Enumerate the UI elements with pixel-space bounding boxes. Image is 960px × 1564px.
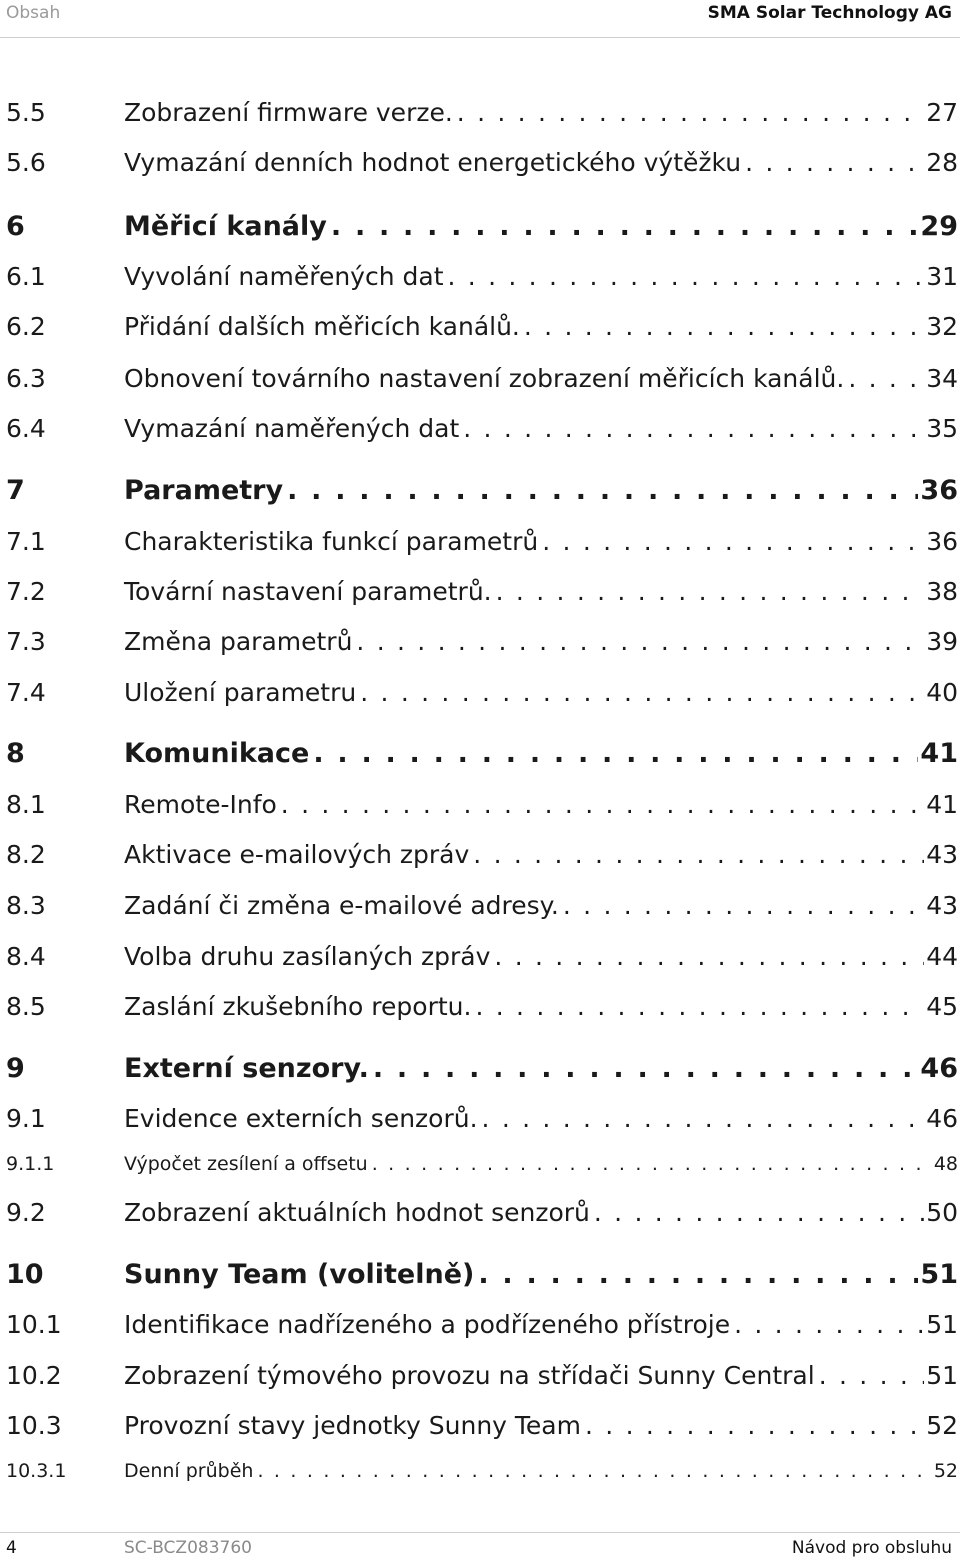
- toc-dot-leader: [819, 1361, 924, 1390]
- toc-entry-page: 48: [933, 1153, 958, 1175]
- toc-dot-leader: [594, 1198, 924, 1227]
- toc-dot-leader: [281, 790, 924, 819]
- toc-entry-number: 10.1: [6, 1310, 62, 1339]
- toc-entry-number: 10: [6, 1259, 44, 1290]
- toc-entry-number: 5.5: [6, 98, 46, 127]
- toc-entry-title: Aktivace e-mailových zpráv: [124, 840, 470, 869]
- toc-dot-leader: [482, 1104, 925, 1133]
- toc-entry-number: 6.1: [6, 262, 46, 291]
- toc-entry-title: Vymazání denních hodnot energetického výtěžku: [124, 148, 742, 177]
- toc-entry-page: 36: [920, 475, 958, 506]
- toc-dot-leader: [257, 1460, 931, 1482]
- toc-entry-page: 29: [920, 211, 958, 242]
- toc-entry[interactable]: [6, 148, 958, 180]
- toc-entry-title: Vymazání naměřených dat: [124, 414, 460, 443]
- footer-document-title: Návod pro obsluhu: [791, 1538, 952, 1558]
- toc-entry[interactable]: [6, 414, 958, 446]
- toc-dot-leader: [373, 1053, 919, 1084]
- toc-dot-leader: [494, 942, 924, 971]
- toc-entry[interactable]: [6, 1361, 958, 1393]
- toc-entry-page: 31: [926, 262, 958, 291]
- toc-entry-page: 52: [926, 1411, 958, 1440]
- toc-dot-leader: [287, 475, 918, 506]
- toc-entry[interactable]: [6, 840, 958, 872]
- toc-entry[interactable]: [6, 942, 958, 974]
- toc-entry-number: 8.3: [6, 891, 46, 920]
- toc-entry-title: Zobrazení firmware verze.: [124, 98, 453, 127]
- toc-entry-page: 27: [926, 98, 958, 127]
- toc-entry-number: 7.4: [6, 678, 46, 707]
- footer-document-code: SC-BCZ083760: [124, 1538, 252, 1558]
- footer-divider: [0, 1532, 960, 1533]
- toc-entry-number: 7: [6, 475, 25, 506]
- toc-entry-title: Uložení parametru: [124, 678, 357, 707]
- toc-entry-number: 6.2: [6, 312, 46, 341]
- toc-dot-leader: [745, 148, 924, 177]
- footer-page-number: 4: [6, 1538, 17, 1558]
- toc-dot-leader: [496, 577, 925, 606]
- toc-dot-leader: [563, 891, 924, 920]
- toc-entry-title: Charakteristika funkcí parametrů: [124, 527, 539, 556]
- toc-entry[interactable]: [6, 475, 958, 509]
- toc-entry-page: 50: [926, 1198, 958, 1227]
- toc-dot-leader: [585, 1411, 924, 1440]
- toc-entry[interactable]: [6, 992, 958, 1024]
- toc-entry[interactable]: [6, 312, 958, 344]
- toc-entry-page: 35: [926, 414, 958, 443]
- toc-entry-number: 9.1: [6, 1104, 46, 1133]
- toc-dot-leader: [448, 262, 925, 291]
- toc-dot-leader: [457, 98, 924, 127]
- toc-entry[interactable]: [6, 1310, 958, 1342]
- toc-dot-leader: [313, 738, 918, 769]
- toc-entry[interactable]: [6, 577, 958, 609]
- toc-dot-leader: [372, 1153, 932, 1175]
- toc-entry[interactable]: [6, 891, 958, 923]
- toc-entry-number: 7.3: [6, 627, 46, 656]
- toc-entry-number: 10.3: [6, 1411, 62, 1440]
- toc-entry-title: Zobrazení týmového provozu na střídači Sunny Central: [124, 1361, 815, 1390]
- toc-entry-title: Volba druhu zasílaných zpráv: [124, 942, 491, 971]
- toc-entry-title: Zaslání zkušebního reportu.: [124, 992, 472, 1021]
- toc-entry-number: 7.2: [6, 577, 46, 606]
- toc-dot-leader: [734, 1310, 924, 1339]
- toc-entry-title: Měřicí kanály: [124, 211, 327, 242]
- toc-entry-number: 6.3: [6, 364, 46, 393]
- toc-entry[interactable]: [6, 211, 958, 245]
- toc-entry[interactable]: [6, 98, 958, 130]
- toc-entry-number: 8: [6, 738, 25, 769]
- toc-entry-title: Evidence externích senzorů.: [124, 1104, 478, 1133]
- toc-dot-leader: [478, 1259, 918, 1290]
- header-section-title: Obsah: [6, 3, 61, 23]
- toc-entry[interactable]: [6, 262, 958, 294]
- toc-entry[interactable]: [6, 1053, 958, 1087]
- toc-entry-number: 9.2: [6, 1198, 46, 1227]
- toc-entry-page: 39: [926, 627, 958, 656]
- toc-dot-leader: [473, 840, 924, 869]
- toc-entry-page: 40: [926, 678, 958, 707]
- toc-entry-page: 45: [926, 992, 958, 1021]
- toc-entry[interactable]: [6, 1259, 958, 1293]
- toc-entry-page: 36: [926, 527, 958, 556]
- toc-entry[interactable]: [6, 1411, 958, 1443]
- toc-entry-page: 41: [926, 790, 958, 819]
- toc-entry-page: 32: [926, 312, 958, 341]
- toc-entry[interactable]: [6, 1460, 958, 1484]
- toc-entry[interactable]: [6, 527, 958, 559]
- toc-dot-leader: [463, 414, 924, 443]
- toc-entry-number: 8.4: [6, 942, 46, 971]
- toc-entry-title: Externí senzory.: [124, 1053, 369, 1084]
- toc-entry-page: 51: [926, 1361, 958, 1390]
- toc-dot-leader: [356, 627, 924, 656]
- toc-entry-title: Parametry: [124, 475, 284, 506]
- toc-entry-number: 7.1: [6, 527, 46, 556]
- toc-entry-title: Denní průběh: [124, 1460, 254, 1482]
- toc-entry-number: 10.2: [6, 1361, 62, 1390]
- toc-entry-page: 43: [926, 840, 958, 869]
- toc-entry-page: 52: [933, 1460, 958, 1482]
- toc-entry-number: 8.2: [6, 840, 46, 869]
- toc-entry-number: 6.4: [6, 414, 46, 443]
- toc-entry-title: Zadání či změna e-mailové adresy.: [124, 891, 559, 920]
- toc-dot-leader: [542, 527, 924, 556]
- toc-entry-number: 10.3.1: [6, 1460, 67, 1482]
- toc-entry[interactable]: [6, 1153, 958, 1177]
- toc-entry[interactable]: [6, 1198, 958, 1230]
- toc-entry[interactable]: [6, 678, 958, 710]
- toc-entry-title: Obnovení továrního nastavení zobrazení měřicích kanálů.: [124, 364, 845, 393]
- toc-entry-number: 9: [6, 1053, 25, 1084]
- toc-entry-page: 46: [926, 1104, 958, 1133]
- toc-entry-title: Zobrazení aktuálních hodnot senzorů: [124, 1198, 590, 1227]
- toc-entry-number: 5.6: [6, 148, 46, 177]
- toc-entry-page: 51: [920, 1259, 958, 1290]
- toc-entry-page: 28: [926, 148, 958, 177]
- toc-entry[interactable]: [6, 738, 958, 772]
- toc-entry-page: 51: [926, 1310, 958, 1339]
- toc-entry-title: Provozní stavy jednotky Sunny Team: [124, 1411, 581, 1440]
- toc-entry-title: Výpočet zesílení a offsetu: [124, 1153, 368, 1175]
- toc-entry[interactable]: [6, 790, 958, 822]
- toc-entry[interactable]: [6, 627, 958, 659]
- toc-entry-page: 46: [920, 1053, 958, 1084]
- toc-entry-title: Tovární nastavení parametrů.: [124, 577, 492, 606]
- toc-entry-title: Sunny Team (volitelně): [124, 1259, 475, 1290]
- toc-entry-title: Vyvolání naměřených dat: [124, 262, 444, 291]
- toc-entry-title: Přidání dalších měřicích kanálů.: [124, 312, 520, 341]
- toc-entry-number: 8.1: [6, 790, 46, 819]
- toc-entry-page: 43: [926, 891, 958, 920]
- toc-entry-page: 38: [926, 577, 958, 606]
- toc-entry-page: 41: [920, 738, 958, 769]
- toc-entry-number: 9.1.1: [6, 1153, 55, 1175]
- toc-entry[interactable]: [6, 364, 958, 396]
- toc-dot-leader: [524, 312, 924, 341]
- toc-dot-leader: [331, 211, 919, 242]
- toc-dot-leader: [475, 992, 924, 1021]
- toc-entry-number: 6: [6, 211, 25, 242]
- toc-dot-leader: [848, 364, 924, 393]
- toc-entry[interactable]: [6, 1104, 958, 1136]
- toc-entry-page: 44: [926, 942, 958, 971]
- toc-entry-page: 34: [926, 364, 958, 393]
- header-company-name: SMA Solar Technology AG: [707, 3, 952, 23]
- toc-entry-title: Změna parametrů: [124, 627, 353, 656]
- toc-entry-title: Komunikace: [124, 738, 310, 769]
- toc-entry-number: 8.5: [6, 992, 46, 1021]
- toc-entry-title: Remote-Info: [124, 790, 277, 819]
- toc-dot-leader: [360, 678, 924, 707]
- toc-entry-title: Identifikace nadřízeného a podřízeného přístroje: [124, 1310, 731, 1339]
